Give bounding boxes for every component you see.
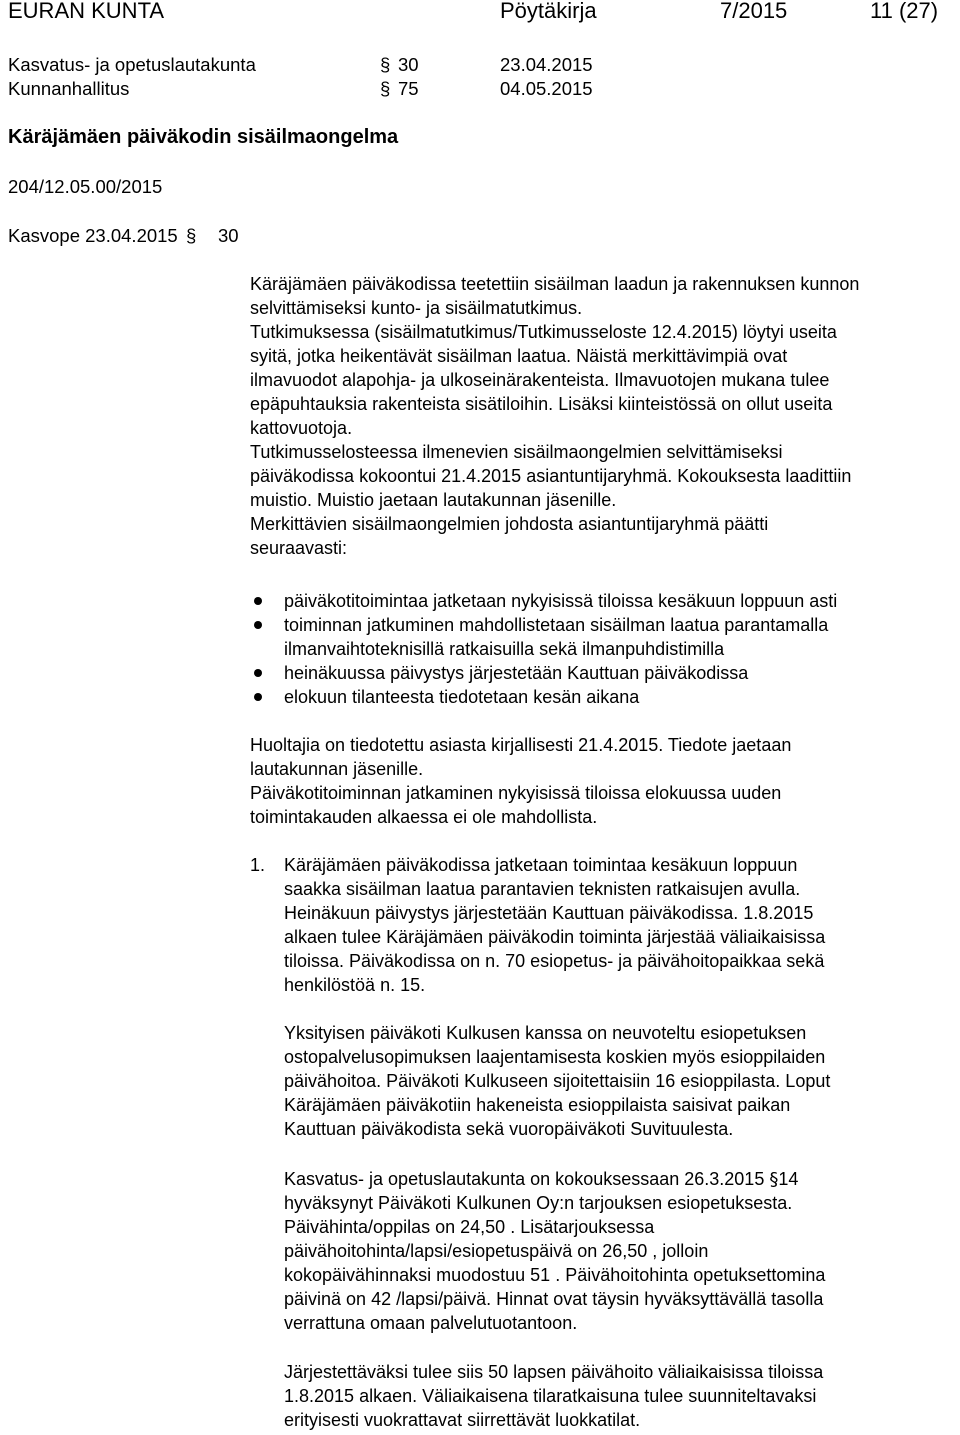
text-line: henkilöstöä n. 15. xyxy=(284,975,426,995)
bullet-icon xyxy=(254,693,262,701)
text-line: verrattuna omaan palvelutuotantoon. xyxy=(284,1313,578,1333)
text-fragment: . Lisätarjouksessa xyxy=(510,1217,655,1237)
text-line xyxy=(284,1239,708,1263)
text-line: Käräjämäen päiväkotiin hakeneista esioppilaista saisivat paikan xyxy=(284,1095,791,1115)
text-line: päivähoitoa. Päiväkoti Kulkuseen sijoitettaisiin 16 esioppilasta. Loput xyxy=(284,1071,831,1091)
document-title: Käräjämäen päiväkodin sisäilmaongelma xyxy=(8,126,399,148)
text-line: Heinäkuun päivystys järjestetään Kauttuan päiväkodissa. 1.8.2015 xyxy=(284,903,814,923)
meeting-section: 75 xyxy=(398,78,419,99)
text-line xyxy=(284,1215,654,1239)
item-number: 1. xyxy=(250,855,266,875)
kasvope-label: Kasvope 23.04.2015 xyxy=(8,225,178,246)
text-line: tiloissa. Päiväkodissa on n. 70 esiopetus- ja päivähoitopaikkaa sekä xyxy=(284,951,825,971)
bullet-text: ilmanvaihtoteknisillä ratkaisuilla sekä ilmanpuhdistimilla xyxy=(284,639,725,659)
bullet-text: elokuun tilanteesta tiedotetaan kesän aikana xyxy=(284,687,640,707)
text-line: Käräjämäen päiväkodissa teetettiin sisäilman laadun ja rakennuksen kunnon xyxy=(250,274,860,294)
text-line: Päiväkotitoiminnan jatkaminen nykyisissä tiloissa elokuussa uuden xyxy=(250,783,782,803)
section-symbol: § xyxy=(769,1169,779,1190)
bullet-icon xyxy=(254,597,262,605)
text-line: seuraavasti: xyxy=(250,538,348,558)
text-line: erityisesti vuokrattavat siirrettävät luokkatilat. xyxy=(284,1410,641,1430)
meeting-date: 04.05.2015 xyxy=(500,78,593,99)
text-line: päiväkodissa kokoontui 21.4.2015 asiantuntijaryhmä. Kokouksesta laadittiin xyxy=(250,466,852,486)
text-line: Tutkimuksessa (sisäilmatutkimus/Tutkimusseloste 12.4.2015) löytyi useita xyxy=(250,322,837,342)
text-line xyxy=(284,1263,825,1287)
text-fragment: , jolloin xyxy=(652,1241,709,1261)
text-fragment: Päivähinta/oppilas on 24,50 xyxy=(284,1217,506,1237)
text-fragment: /lapsi/päivä. Hinnat ovat täysin hyväksyttävällä tasolla xyxy=(396,1289,824,1309)
document-number: 7/2015 xyxy=(720,0,788,23)
text-fragment: . Päivähoitohinta opetuksettomina xyxy=(555,1265,826,1285)
text-line xyxy=(284,1167,798,1192)
text-line: lautakunnan jäsenille. xyxy=(250,759,424,779)
text-fragment: kokopäivähinnaksi muodostuu 51 xyxy=(284,1265,551,1285)
text-line: ostopalvelusopimuksen laajentamisesta koskien myös esioppilaiden xyxy=(284,1047,826,1067)
text-line: Yksityisen päiväkoti Kulkusen kanssa on neuvoteltu esiopetuksen xyxy=(284,1023,807,1043)
meeting-date: 23.04.2015 xyxy=(500,54,593,75)
text-line: Merkittävien sisäilmaongelmien johdosta asiantuntijaryhmä päätti xyxy=(250,514,769,534)
text-line: Huoltajia on tiedotettu asiasta kirjallisesti 21.4.2015. Tiedote jaetaan xyxy=(250,735,792,755)
meeting-body: Kasvatus- ja opetuslautakunta xyxy=(8,54,256,75)
bullet-text: heinäkuussa päivystys järjestetään Kauttuan päiväkodissa xyxy=(284,663,749,683)
text-line: kattovuotoja. xyxy=(250,418,353,438)
text-line: selvittämiseksi kunto- ja sisäilmatutkimus. xyxy=(250,298,583,318)
text-line: ilmavuodot alapohja- ja ulkoseinärakenteista. Ilmavuotojen mukana tulee xyxy=(250,370,830,390)
text-fragment: Kasvatus- ja opetuslautakunta on kokouksessaan 26.3.2015 xyxy=(284,1169,765,1189)
text-line: Kauttuan päiväkodista sekä vuoropäiväkoti Suvituulesta. xyxy=(284,1119,734,1139)
text-fragment: päivinä on 42 xyxy=(284,1289,392,1309)
section-symbol: § xyxy=(380,78,391,99)
text-line: Tutkimusselosteessa ilmenevien sisäilmaongelmien selvittämiseksi xyxy=(250,442,783,462)
kasvope-section: 30 xyxy=(218,225,239,246)
bullet-text: päiväkotitoimintaa jatketaan nykyisissä tiloissa kesäkuun loppuun asti xyxy=(284,591,838,611)
text-line: 1.8.2015 alkaen. Väliaikaisena tilaratkaisuna tulee suunniteltavaksi xyxy=(284,1386,817,1406)
record-id: 204/12.05.00/2015 xyxy=(8,176,163,197)
text-line: alkaen tulee Käräjämäen päiväkodin toiminta järjestää väliaikaisissa xyxy=(284,927,826,947)
bullet-text: toiminnan jatkuminen mahdollistetaan sisäilman laatua parantamalla xyxy=(284,615,829,635)
section-symbol: § xyxy=(380,54,391,75)
text-fragment: päivähoitohinta/lapsi/esiopetuspäivä on 26,50 xyxy=(284,1241,648,1261)
bullet-icon xyxy=(254,669,262,677)
page-number: 11 (27) xyxy=(870,0,939,23)
text-line xyxy=(284,1287,823,1311)
text-line: Käräjämäen päiväkodissa jatketaan toimintaa kesäkuun loppuun xyxy=(284,855,798,875)
text-line: muistio. Muistio jaetaan lautakunnan jäsenille. xyxy=(250,490,617,510)
text-line: Järjestettäväksi tulee siis 50 lapsen päivähoito väliaikaisissa tiloissa xyxy=(284,1362,824,1382)
bullet-icon xyxy=(254,621,262,629)
text-line: syitä, jotka heikentävät sisäilman laatua. Näistä merkittävimpiä ovat xyxy=(250,346,788,366)
text-line: saakka sisäilman laatua parantavien teknisten ratkaisujen avulla. xyxy=(284,879,801,899)
document-type: Pöytäkirja xyxy=(500,0,597,23)
section-symbol: § xyxy=(186,225,197,246)
text-line: epäpuhtauksia rakenteista sisätiloihin. Lisäksi kiinteistössä on ollut useita xyxy=(250,394,833,414)
text-line: hyväksynyt Päiväkoti Kulkunen Oy:n tarjouksen esiopetuksesta. xyxy=(284,1193,793,1213)
meeting-body: Kunnanhallitus xyxy=(8,78,130,99)
text-fragment: 14 xyxy=(778,1169,799,1189)
text-line: toimintakauden alkaessa ei ole mahdollista. xyxy=(250,807,598,827)
municipality-name: EURAN KUNTA xyxy=(8,0,165,23)
meeting-section: 30 xyxy=(398,54,419,75)
